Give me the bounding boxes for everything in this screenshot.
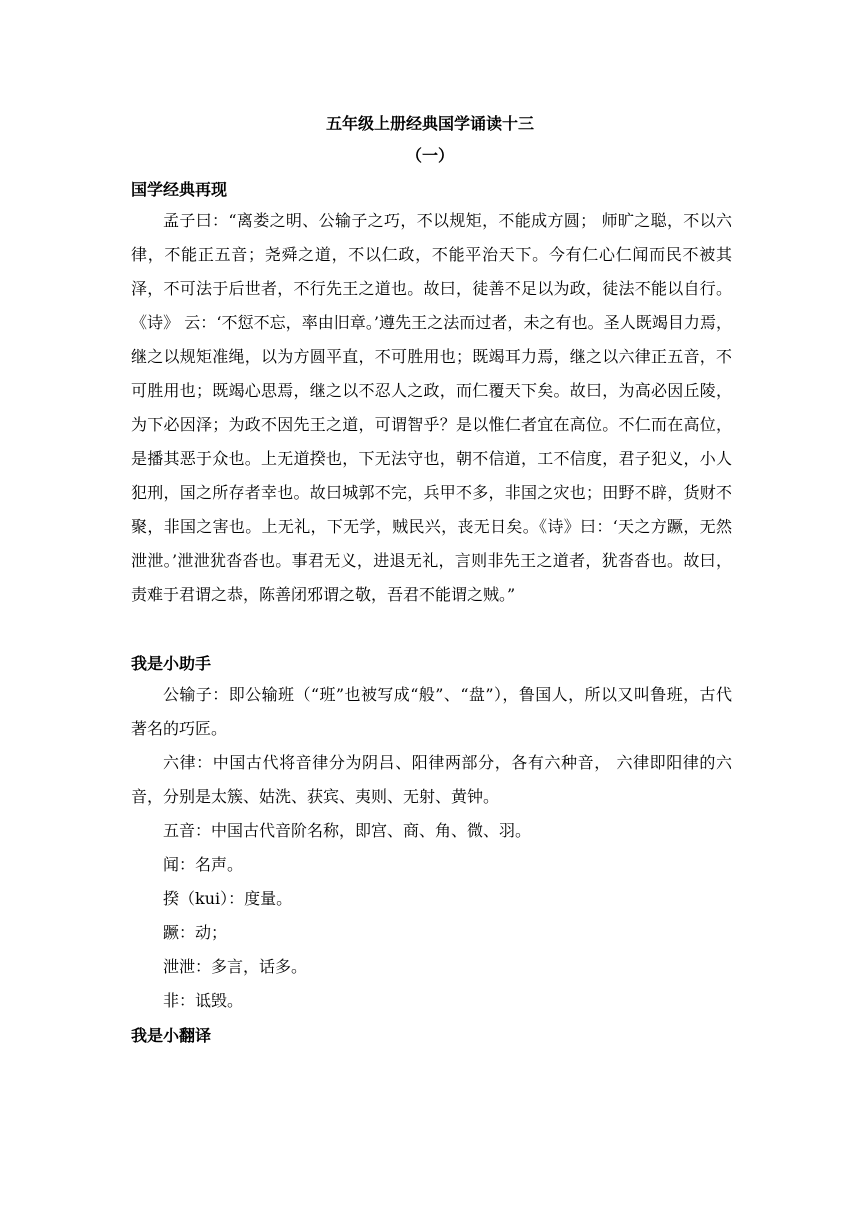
section-heading-translate: 我是小翻译 [131,1026,212,1045]
page-subtitle: （一） [405,146,454,165]
note-liulv: 六律：中国古代将音律分为阴吕、阳律两部分，各有六种音， 六律即阳律的六音，分别是太簇、姑洗、获宾、夷则、无射、黄钟。 [131,753,732,806]
note-xiexie: 泄泄：多言，话多。 [163,957,308,976]
section-heading-helper: 我是小助手 [131,654,212,673]
note-wen: 闻：名声。 [163,855,244,874]
helper-notes-block [131,678,732,1018]
note-fei: 非：诋毁。 [163,991,244,1010]
classic-text-block [131,204,732,612]
note-gongshuzi: 公输子：即公输班（“班”也被写成“般”、“盘”），鲁国人，所以又叫鲁班，古代著名的巧匠。 [131,685,732,738]
note-wuyin: 五音：中国古代音阶名称，即宫、商、角、微、羽。 [163,821,532,840]
section-heading-classic: 国学经典再现 [131,180,228,199]
page-title: 五年级上册经典国学诵读十三 [325,114,534,133]
note-jue: 蹶：动； [163,923,228,942]
note-kui: 揆（kui）：度量。 [163,889,293,908]
classic-paragraph: 孟子曰：“离娄之明、公输子之巧，不以规矩，不能成方圆； 师旷之聪，不以六律，不能正五音；尧舜之道，不以仁政，不能平治天下。今有仁心仁闻而民不被其泽，不可法于后世者，不行先王之道也。故曰，徒善不足以为政，徒法不能以自行。《诗》 云：‘不愆不忘，率由旧章。’遵先王之法而过者，未之有也。圣人既竭目力焉，继之以规矩准绳，以为方圆平直，不可胜用也；既竭耳力焉，继之以六律正五音，不可胜用也；既竭心思焉，继之以不忍人之政，而仁覆天下矣。故曰，为高必因丘陵，为下必因泽；为政不因先王之道，可谓智乎？是以惟仁者宜在高位。不仁而在高位，是播其恶于众也。上无道揆也，下无法守也，朝不信道，工不信度，君子犯义，小人犯刑，国之所存者幸也。故曰城郭不完，兵甲不多，非国之灾也；田野不辟，货财不聚，非国之害也。上无礼，下无学，贼民兴，丧无日矣。《诗》曰：‘天之方蹶，无然泄泄。’泄泄犹沓沓也。事君无义，进退无礼，言则非先王之道者，犹沓沓也。故曰，责难于君谓之恭，陈善闭邪谓之敬，吾君不能谓之贼。” [131,211,732,604]
